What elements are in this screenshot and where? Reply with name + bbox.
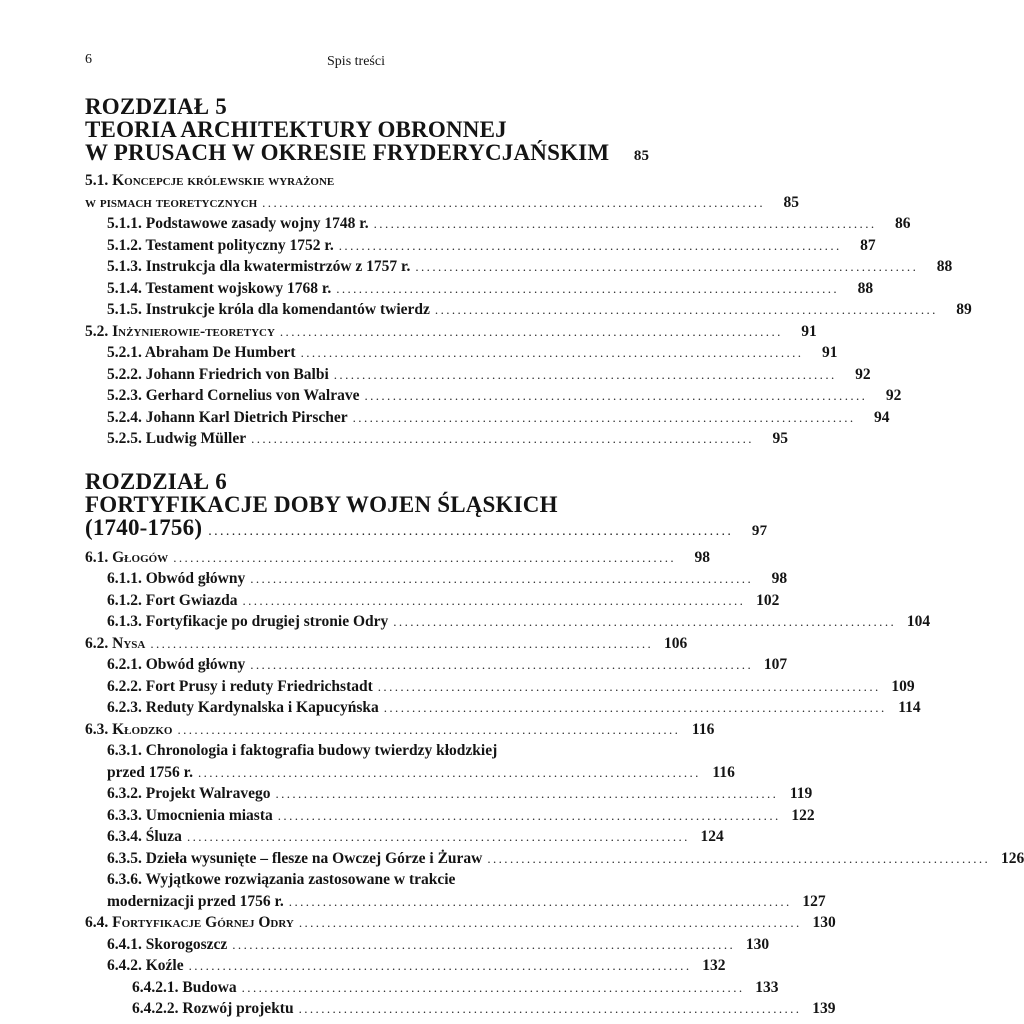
toc-page: 86: [895, 215, 911, 232]
toc-page: 122: [791, 806, 815, 824]
toc-entry-label: 6.4.1. Skorogoszcz: [107, 935, 228, 953]
toc-entry-label: 5.2.1. Abraham De Humbert: [107, 344, 296, 361]
toc-section-label: 6.2. Nysa: [85, 634, 146, 652]
toc-entry-label: 5.2.5. Ludwig Müller: [107, 430, 247, 447]
toc-page: 91: [801, 322, 817, 340]
toc-page: 89: [956, 301, 972, 318]
toc-entry-label: 6.2.1. Obwód główny: [107, 656, 246, 673]
toc-entry[interactable]: 6.2.3. Reduty Kardynalska i Kapucyńska ......................................................................................... 114: [85, 697, 602, 719]
toc-entry[interactable]: 6.3.5. Dzieła wysunięte – flesze na Owczej Górze i Żuraw ......................................................................................... 126: [85, 848, 602, 870]
chapter-5-title-line2: W PRUSACH W OKRESIE FRYDERYCJAŃSKIM: [85, 140, 610, 165]
toc-entry[interactable]: 6.4.1. Skorogoszcz ......................................................................................... 130: [85, 934, 602, 956]
toc-page: 92: [855, 365, 871, 383]
toc-entry-label: 6.1.1. Obwód główny: [107, 570, 246, 587]
toc-section-6-2[interactable]: 6.2. Nysa ......................................................................................... 106: [85, 633, 602, 655]
toc-page: 116: [691, 720, 715, 738]
toc-page: 95: [772, 430, 788, 447]
toc-entry-label: 5.2.2. Johann Friedrich von Balbi: [107, 365, 329, 383]
toc-page: 98: [771, 570, 788, 587]
toc-entry[interactable]: 6.4.2. Koźle ......................................................................................... 132: [85, 955, 602, 977]
chapter-6-title-line2: (1740-1756): [85, 514, 203, 540]
toc-entry-label: modernizacji przed 1756 r.: [107, 892, 284, 910]
toc-entry-label: 6.4.2.2. Rozwój projektu: [132, 1000, 294, 1017]
toc-subentry[interactable]: 6.4.2.2. Rozwój projektu ......................................................................................... 139: [85, 998, 602, 1020]
toc-entry-label: 5.2.4. Johann Karl Dietrich Pirscher: [107, 408, 348, 426]
toc-entry-6-3-6-line1[interactable]: 6.3.6. Wyjątkowe rozwiązania zastosowane w trakcie: [107, 871, 456, 888]
toc-section-6-4[interactable]: 6.4. Fortyfikacje Górnej Odry ......................................................................................... 130: [85, 912, 602, 934]
toc-page: 116: [712, 763, 735, 781]
toc-entry-label: 6.3.3. Umocnienia miasta: [107, 806, 273, 824]
list-5-1: [85, 213, 972, 321]
toc-page: 109: [891, 677, 915, 695]
list-6-3: [85, 740, 1024, 912]
toc-page: 87: [860, 236, 876, 254]
toc-section-6-3[interactable]: 6.3. Kłodzko ......................................................................................... 116: [85, 719, 602, 741]
toc-entry-label: 5.1.2. Testament polityczny 1752 r.: [107, 236, 334, 254]
toc-entry[interactable]: 6.1.3. Fortyfikacje po drugiej stronie Odry ......................................................................................... 104: [85, 611, 602, 633]
toc-entry-label: 5.1.4. Testament wojskowy 1768 r.: [107, 279, 332, 297]
chapter-5-page: 85: [633, 148, 650, 164]
toc-entry-label: 6.4.2. Koźle: [107, 957, 184, 974]
toc-entry-label: 5.1.5. Instrukcje króla dla komendantów twierdz: [107, 301, 430, 318]
toc-entry[interactable]: 5.1.3. Instrukcja dla kwatermistrzów z 1757 r. ......................................................................................... 88: [85, 256, 602, 278]
toc-subentry[interactable]: 6.4.2.1. Budowa ......................................................................................... 133: [85, 977, 602, 999]
toc-section-5-2[interactable]: 5.2. Inżynierowie-teoretycy ......................................................................................... 91: [85, 321, 602, 343]
toc-section-label: 6.3. Kłodzko: [85, 720, 173, 738]
toc-section-label: 6.1. Głogów: [85, 548, 169, 566]
table-of-contents: [85, 94, 1024, 1020]
toc-section-label: 6.4. Fortyfikacje Górnej Odry: [85, 914, 294, 931]
chapter-6-label: ROZDZIAŁ 6: [85, 468, 227, 494]
toc-page: 94: [874, 408, 890, 426]
toc-entry-label: 5.2.3. Gerhard Cornelius von Walrave: [107, 387, 360, 404]
chapter-6-heading: ROZDZIAŁ 6 FORTYFIKACJE DOBY WOJEN ŚLĄSKICH (1740-1756) ......................................................................................... 97: [85, 470, 602, 543]
toc-page: 126: [1000, 849, 1024, 867]
list-6-4: [85, 934, 836, 1020]
toc-page: 132: [702, 957, 726, 974]
toc-entry[interactable]: 6.2.2. Fort Prusy i reduty Friedrichstadt ......................................................................................... 109: [85, 676, 602, 698]
toc-section-5-1-line2: w pismach teoretycznych: [85, 193, 258, 211]
toc-page: 104: [906, 613, 931, 630]
toc-page: 107: [763, 656, 788, 673]
chapter-6-page: 97: [751, 522, 768, 539]
list-6-2: [85, 654, 921, 719]
chapter-5-title-line1: TEORIA ARCHITEKTURY OBRONNEJ: [85, 117, 507, 142]
toc-page: 119: [789, 785, 813, 802]
toc-page: 98: [694, 548, 711, 566]
toc-entry-label: 6.3.4. Śluza: [107, 828, 182, 845]
toc-entry[interactable]: 5.2.4. Johann Karl Dietrich Pirscher ......................................................................................... 94: [85, 407, 602, 429]
toc-entry[interactable]: 5.1.5. Instrukcje króla dla komendantów twierdz ......................................................................................... 89: [85, 299, 602, 321]
toc-page: 85: [783, 193, 800, 211]
toc-entry-label: 5.1.3. Instrukcja dla kwatermistrzów z 1757 r.: [107, 258, 411, 275]
running-head: Spis treści: [327, 54, 385, 69]
chapter-6-title-line1: FORTYFIKACJE DOBY WOJEN ŚLĄSKICH: [85, 491, 558, 517]
toc-entry[interactable]: 5.2.2. Johann Friedrich von Balbi ......................................................................................... 92: [85, 364, 602, 386]
toc-entry-6-3-1-line1[interactable]: 6.3.1. Chronologia i faktografia budowy twierdzy kłodzkiej: [107, 742, 498, 759]
toc-page: 130: [745, 935, 770, 953]
chapter-5-label: ROZDZIAŁ 5: [85, 94, 227, 119]
toc-page: 139: [812, 1000, 836, 1017]
toc-entry[interactable]: 5.2.3. Gerhard Cornelius von Walrave ......................................................................................... 92: [85, 385, 602, 407]
toc-entry[interactable]: 5.1.4. Testament wojskowy 1768 r. ......................................................................................... 88: [85, 278, 602, 300]
toc-page: 130: [812, 914, 836, 931]
list-5-2: [85, 342, 902, 450]
toc-page: 91: [821, 344, 838, 361]
toc-entry[interactable]: 6.1.1. Obwód główny ......................................................................................... 98: [85, 568, 602, 590]
toc-entry[interactable]: 6.3.3. Umocnienia miasta ......................................................................................... 122: [85, 805, 602, 827]
toc-entry-label: 6.1.2. Fort Gwiazda: [107, 591, 238, 609]
toc-entry[interactable]: 6.1.2. Fort Gwiazda ......................................................................................... 102: [85, 590, 602, 612]
page-number: 6: [85, 52, 92, 67]
toc-page: 114: [898, 699, 921, 716]
toc-entry-6-3-6[interactable]: modernizacji przed 1756 r. ......................................................................................... 127: [85, 891, 602, 913]
toc-page: 124: [700, 828, 724, 845]
list-6-1: [85, 568, 931, 633]
toc-entry[interactable]: 5.2.5. Ludwig Müller ......................................................................................... 95: [85, 428, 602, 450]
toc-entry[interactable]: 6.2.1. Obwód główny ......................................................................................... 107: [85, 654, 602, 676]
toc-entry-label: przed 1756 r.: [107, 763, 193, 781]
toc-entry[interactable]: 5.1.1. Podstawowe zasady wojny 1748 r. ......................................................................................... 86: [85, 213, 602, 235]
toc-page: 127: [802, 892, 826, 910]
toc-entry-label: 6.3.5. Dzieła wysunięte – flesze na Owczej Górze i Żuraw: [107, 849, 483, 867]
toc-page: 88: [857, 279, 874, 297]
toc-entry[interactable]: 6.3.4. Śluza ......................................................................................... 124: [85, 826, 602, 848]
toc-entry-label: 6.2.3. Reduty Kardynalska i Kapucyńska: [107, 699, 379, 716]
toc-entry-label: 6.2.2. Fort Prusy i reduty Friedrichstadt: [107, 677, 373, 695]
toc-entry[interactable]: 5.2.1. Abraham De Humbert ......................................................................................... 91: [85, 342, 602, 364]
toc-entry[interactable]: 5.1.2. Testament polityczny 1752 r. ......................................................................................... 87: [85, 235, 602, 257]
toc-page: 102: [756, 591, 780, 609]
toc-section-6-1[interactable]: 6.1. Głogów ......................................................................................... 98: [85, 547, 602, 569]
toc-page: 88: [936, 258, 953, 275]
toc-entry-label: 6.3.2. Projekt Walravego: [107, 785, 271, 802]
toc-entry-label: 5.1.1. Podstawowe zasady wojny 1748 r.: [107, 215, 369, 232]
toc-entry-label: 6.4.2.1. Budowa: [132, 978, 237, 996]
toc-section-label: 5.2. Inżynierowie-teoretycy: [85, 322, 275, 340]
toc-section-5-1[interactable]: w pismach teoretycznych ......................................................................................... 85: [85, 192, 602, 214]
toc-section-5-1-line1[interactable]: 5.1. Koncepcje królewskie wyrażone: [85, 172, 335, 189]
toc-page: 133: [755, 978, 779, 996]
toc-entry-label: 6.1.3. Fortyfikacje po drugiej stronie Odry: [107, 613, 389, 630]
toc-entry[interactable]: 6.3.2. Projekt Walravego ......................................................................................... 119: [85, 783, 602, 805]
chapter-5-heading: [85, 94, 650, 168]
toc-page: 92: [885, 387, 902, 404]
toc-page: 106: [663, 634, 688, 652]
toc-entry-6-3-1[interactable]: przed 1756 r. ......................................................................................... 116: [85, 762, 602, 784]
